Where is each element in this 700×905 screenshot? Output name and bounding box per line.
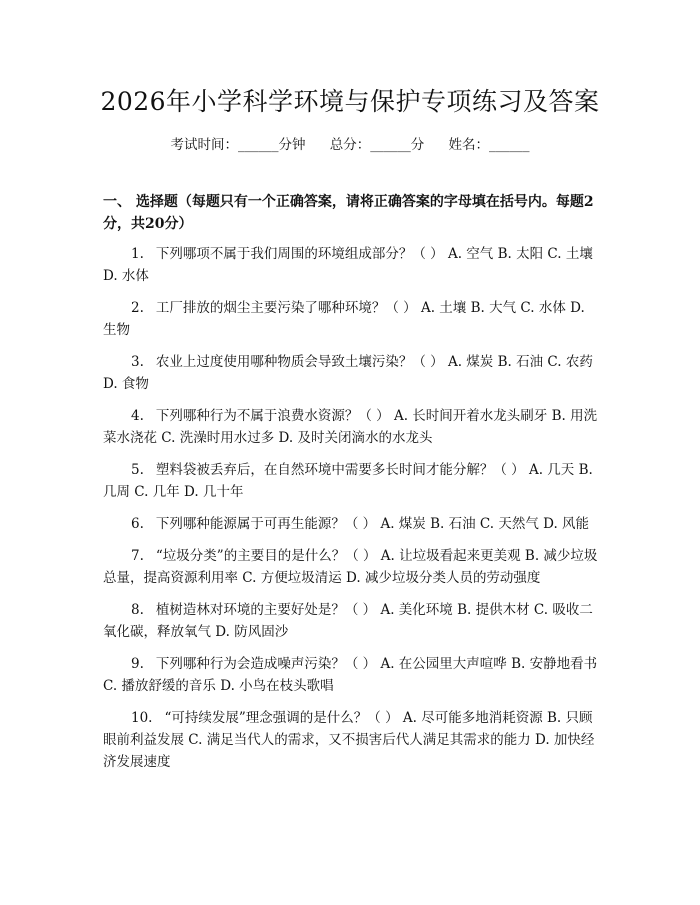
question-item <box>103 351 598 395</box>
question-item <box>103 243 598 287</box>
question-item <box>103 405 598 449</box>
question-number: 3. <box>131 354 144 370</box>
question-item <box>103 297 598 341</box>
question-text: 下列哪种能源属于可再生能源？（ ） A. 煤炭 B. 石油 C. 天然气 D. 风能 <box>155 516 590 532</box>
question-text: 植树造林对环境的主要好处是？（ ） A. 美化环境 B. 提供木材 C. 吸收二氧化碳，释放氧气 D. 防风固沙 <box>103 602 593 640</box>
question-item <box>103 513 598 535</box>
question-number: 1. <box>131 246 144 262</box>
question-text: “垃圾分类”的主要目的是什么？（ ） A. 让垃圾看起来更美观 B. 减少垃圾总量，提高资源利用率 C. 方便垃圾清运 D. 减少垃圾分类人员的劳动强度 <box>103 548 598 586</box>
question-text: 工厂排放的烟尘主要污染了哪种环境？（ ） A. 土壤 B. 大气 C. 水体 D. 生物 <box>103 300 585 338</box>
question-text: 下列哪项不属于我们周围的环境组成部分？（ ） A. 空气 B. 太阳 C. 土壤 D. 水体 <box>103 246 593 284</box>
exam-time: 考试时间：______分钟 <box>170 137 306 153</box>
question-item <box>103 653 598 697</box>
question-text: 塑料袋被丢弃后，在自然环境中需要多长时间才能分解？（ ） A. 几天 B. 几周 C. 几年 D. 几十年 <box>103 462 593 500</box>
question-text: “可持续发展”理念强调的是什么？（ ） A. 尽可能多地消耗资源 B. 只顾眼前利益发展 C. 满足当代人的需求，又不损害后代人满足其需求的能力 D. 加快经济发展速度 <box>103 710 595 770</box>
question-item <box>103 545 598 589</box>
page-title: 2026年小学科学环境与保护专项练习及答案 <box>100 87 600 116</box>
question-item <box>103 599 598 643</box>
question-number: 10. <box>131 710 153 726</box>
question-text: 下列哪种行为不属于浪费水资源？（ ） A. 长时间开着水龙头刷牙 B. 用洗菜水浇花 C. 洗澡时用水过多 D. 及时关闭滴水的水龙头 <box>103 408 598 446</box>
question-number: 9. <box>131 656 144 672</box>
question-text: 下列哪种行为会造成噪声污染？（ ） A. 在公园里大声喧哗 B. 安静地看书 C. 播放舒缓的音乐 D. 小鸟在枝头歌唱 <box>103 656 598 694</box>
section-heading: 一、 选择题（每题只有一个正确答案，请将正确答案的字母填在括号内。每题2分，共20分） <box>103 194 594 232</box>
question-number: 2. <box>131 300 144 316</box>
total-score: 总分：______分 <box>329 137 425 153</box>
question-number: 5. <box>131 462 144 478</box>
question-number: 7. <box>131 548 144 564</box>
student-name: 姓名：______ <box>448 137 530 153</box>
exam-meta <box>0 133 700 153</box>
question-number: 4. <box>131 408 144 424</box>
question-text: 农业上过度使用哪种物质会导致土壤污染？（ ） A. 煤炭 B. 石油 C. 农药 D. 食物 <box>103 354 593 392</box>
question-number: 6. <box>131 516 144 532</box>
question-number: 8. <box>131 602 144 618</box>
question-list <box>103 243 598 783</box>
question-item <box>103 707 598 773</box>
question-item <box>103 459 598 503</box>
